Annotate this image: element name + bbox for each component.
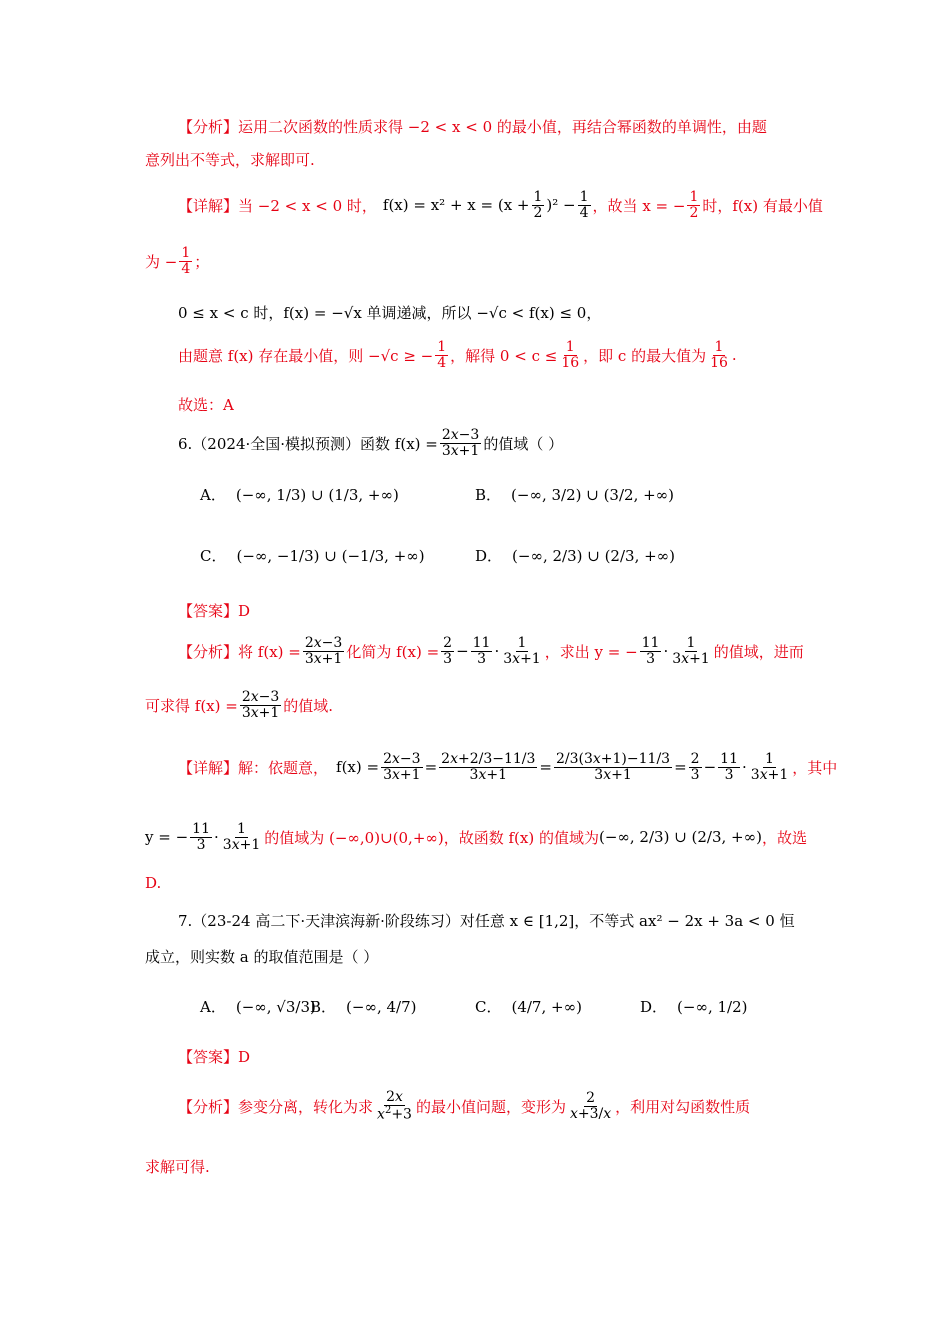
fraction: $\frac{11}{3}$ <box>472 635 491 667</box>
choose-line <box>178 394 234 415</box>
answer-line <box>178 600 250 621</box>
fraction: $\frac{2}{3}$ <box>690 751 700 783</box>
q7-analysis <box>178 1090 750 1122</box>
analysis-tag: 【分析】 <box>178 642 239 661</box>
option-label: A． <box>200 998 226 1016</box>
fraction: $\frac{2x-3}{3x+1}$ <box>383 751 421 783</box>
option-text: (−∞, 1/2) <box>677 997 748 1016</box>
fraction: $\frac{1}{4}$ <box>579 189 589 221</box>
fraction: $\frac{1}{3x+1}$ <box>222 821 261 853</box>
option-d[interactable] <box>640 996 747 1017</box>
answer-tag: 【答案】 <box>178 1048 239 1066</box>
option-b[interactable] <box>475 484 674 505</box>
analysis-paragraph <box>178 116 767 137</box>
detail-text: ； <box>194 252 210 271</box>
fraction: $\frac{1}{4}$ <box>181 245 191 277</box>
fraction: $\frac{1}{3x+1}$ <box>750 751 789 783</box>
math: (−∞, 2/3) ∪ (2/3, +∞) <box>598 828 762 847</box>
analysis-tag: 【分析】 <box>178 1097 239 1116</box>
detail-text: ，解得 0 < c ≤ <box>450 346 558 365</box>
detail-text: 0 ≤ x < c 时，f(x) = −√x 单调递减，所以 −√c < f(x) ≤ 0， <box>178 304 602 322</box>
option-text: (−∞, −1/3) ∪ (−1/3, +∞) <box>236 546 425 565</box>
analysis-text: ，利用对勾函数性质 <box>615 1097 751 1116</box>
fraction: $\frac{2x-3}{3x+1}$ <box>441 427 480 459</box>
fraction: $\frac{1}{2}$ <box>689 189 699 221</box>
analysis-text: 参变分离，转化为求 <box>238 1097 374 1116</box>
q6-analysis-cont <box>145 690 333 720</box>
fraction: $\frac{11}{3}$ <box>192 821 210 853</box>
fraction: $\frac{2}{x+3/x}$ <box>569 1089 612 1122</box>
fraction: $\frac{2x}{x^2+3}$ <box>377 1089 412 1123</box>
analysis-text: 的最小值问题，变形为 <box>415 1097 566 1116</box>
analysis-text: 化简为 f(x) = <box>346 642 440 661</box>
option-text: (−∞, 1/3) ∪ (1/3, +∞) <box>235 485 399 504</box>
detail-paragraph <box>178 190 823 220</box>
detail-text: ，故当 x = − <box>592 196 686 215</box>
option-label: D． <box>640 998 668 1016</box>
option-label: D． <box>475 547 503 565</box>
fraction: $\frac{1}{4}$ <box>437 339 447 371</box>
question-7-stem <box>178 910 795 931</box>
detail-text: ，即 c 的最大值为 <box>583 346 707 365</box>
fraction: $\frac{2x+2/3-11/3}{3x+1}$ <box>441 751 536 783</box>
math: f(x) = <box>336 758 380 777</box>
option-text: (−∞, 3/2) ∪ (3/2, +∞) <box>511 485 675 504</box>
detail-text: 时，f(x) 有最小值 <box>702 196 823 215</box>
answer-value: D <box>238 1047 251 1066</box>
math: y = − <box>145 828 189 847</box>
option-label: A． <box>200 486 226 504</box>
detail-text: 由题意 f(x) 存在最小值，则 −√c ≥ − <box>178 346 434 365</box>
analysis-paragraph-cont <box>145 149 315 170</box>
answer-line <box>178 1046 250 1067</box>
fraction: $\frac{1}{3x+1}$ <box>503 635 541 667</box>
q7-analysis-cont <box>145 1156 210 1177</box>
answer-value: D <box>238 601 251 620</box>
detail-text: ，故选 <box>761 828 807 847</box>
detail-text: ，其中 <box>792 758 838 777</box>
fraction: $\frac{11}{3}$ <box>720 751 738 783</box>
question-7-stem-cont <box>145 946 378 967</box>
stem-text: 成立，则实数 a 的取值范围是（ ） <box>145 948 379 966</box>
option-a[interactable] <box>200 996 316 1017</box>
option-label: C． <box>200 547 227 565</box>
option-a[interactable] <box>200 484 399 505</box>
analysis-text-cont: 意列出不等式，求解即可. <box>145 151 315 169</box>
option-c[interactable] <box>475 996 582 1017</box>
analysis-text: 的值域，进而 <box>713 642 804 661</box>
fraction: $\frac{1}{16}$ <box>561 339 580 371</box>
q6-analysis: 【分析】 将 f(x) = $\frac{2x-3}{3x+1}$ 化简为 f(x) = $\frac{2}{3}$ − $\frac{11}{3}$ · $\frac{1}{3x+1}$ ，求出 y = − $\frac{11}{3}$ · $\frac{1}{3x+1}$ 的值域，进而 <box>178 635 804 667</box>
question-6-stem <box>178 428 563 458</box>
answer-tag: 【答案】 <box>178 602 239 620</box>
fraction: $\frac{2/3(3x+1)-11/3}{3x+1}$ <box>555 751 671 783</box>
detail-text: D. <box>145 874 162 892</box>
detail-text: 的值域为 (−∞,0)∪(0,+∞)，故函数 f(x) 的值域为 <box>264 828 599 847</box>
fraction: $\frac{2x-3}{3x+1}$ <box>304 635 343 667</box>
option-text: (−∞, 2/3) ∪ (2/3, +∞) <box>512 546 676 565</box>
analysis-text: 运用二次函数的性质求得 −2 < x < 0 的最小值，再结合幂函数的单调性，由题 <box>238 118 767 136</box>
fraction: $\frac{11}{3}$ <box>641 635 660 667</box>
q6-detail-cont: y = − $\frac{11}{3}$ · $\frac{1}{3x+1}$ 的值域为 (−∞,0)∪(0,+∞)，故函数 f(x) 的值域为 (−∞, 2/3) ∪ (2/3, +∞) ，故选 <box>145 821 807 853</box>
detail-tag: 【详解】 <box>178 196 239 215</box>
analysis-text: ，求出 y = − <box>544 642 638 661</box>
analysis-tag: 【分析】 <box>178 118 239 136</box>
q6-detail: 【详解】 解：依题意， f(x) = $\frac{2x-3}{3x+1}$ = $\frac{2x+2/3-11/3}{3x+1}$ = $\frac{2/3(3x+1)-11/3}{3x+1}$ = $\frac{2}{3}$ − $\frac{11}{3}$ · $\frac{1}{3x+1}$ ，其中 <box>178 751 838 783</box>
option-d[interactable] <box>475 545 675 566</box>
stem-text: 的值域（ ） <box>483 434 564 453</box>
choose-text: 故选：A <box>178 396 234 414</box>
option-label: B． <box>310 998 337 1016</box>
analysis-text: 求解可得. <box>145 1158 210 1176</box>
fraction: $\frac{1}{2}$ <box>533 189 543 221</box>
stem-text: 6.（2024·全国·模拟预测）函数 f(x) = <box>178 434 438 453</box>
detail-tag: 【详解】 <box>178 758 239 777</box>
option-text: (−∞, √3/3) <box>235 997 316 1016</box>
option-b[interactable] <box>310 996 416 1017</box>
option-text: (−∞, 4/7) <box>346 997 417 1016</box>
fraction: $\frac{2}{3}$ <box>443 635 453 667</box>
fraction: $\frac{1}{3x+1}$ <box>672 635 710 667</box>
option-label: B． <box>475 486 502 504</box>
analysis-text: 将 f(x) = <box>238 642 301 661</box>
detail-paragraph-line4 <box>178 340 737 370</box>
q6-detail-end <box>145 874 161 892</box>
analysis-text: 可求得 f(x) = <box>145 696 238 715</box>
analysis-text: 的值域. <box>283 696 334 715</box>
fraction: $\frac{2x-3}{3x+1}$ <box>241 689 280 721</box>
fraction: $\frac{1}{16}$ <box>710 339 728 371</box>
stem-text: 7.（23-24 高二下·天津滨海新·阶段练习）对任意 x ∈ [1,2]，不等式 ax² − 2x + 3a < 0 恒 <box>178 912 795 930</box>
math: )² − <box>546 196 576 215</box>
detail-paragraph-line3 <box>178 302 601 323</box>
detail-text: 当 −2 < x < 0 时， <box>238 196 377 215</box>
option-text: (4/7, +∞) <box>511 997 582 1016</box>
option-label: C． <box>475 998 502 1016</box>
detail-text: . <box>731 346 737 365</box>
detail-text: 解：依题意， <box>238 758 329 777</box>
math: f(x) = x² + x = (x + <box>382 196 530 215</box>
option-c[interactable] <box>200 545 425 566</box>
detail-text: 为 − <box>145 252 178 271</box>
detail-paragraph-cont <box>145 246 209 276</box>
